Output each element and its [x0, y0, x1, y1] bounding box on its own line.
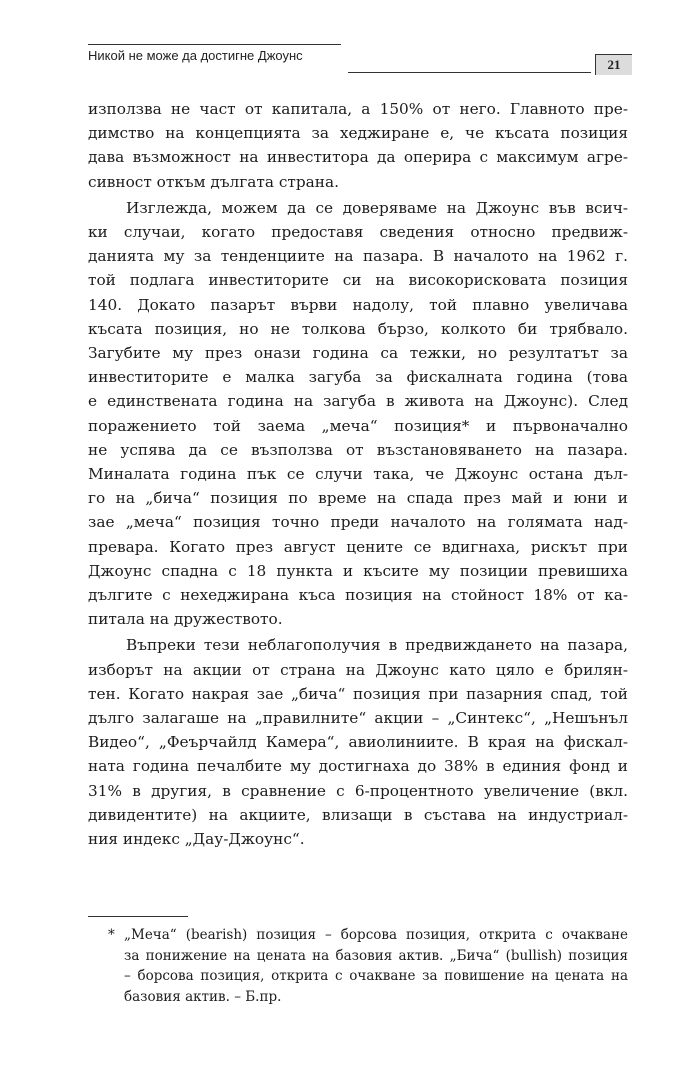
footnote	[88, 925, 628, 1007]
text-line: димство на концепцията за хеджиране е, че късата позиция	[88, 124, 628, 143]
text-line: не успява да се възползва от възстановяването на пазара.	[88, 440, 628, 459]
paragraph	[88, 633, 628, 851]
text-line: го на „бича“ позиция по време на спада през май и юни и	[88, 489, 628, 508]
text-line: дългите с нехеджирана къса позиция на стойност 18% от ка-	[88, 586, 628, 605]
text-line: питала на дружеството.	[88, 610, 283, 629]
text-line: е единствената година на загуба в живота на Джоунс). След	[88, 392, 628, 411]
paragraph	[88, 97, 628, 194]
page-number: 21	[595, 54, 632, 75]
text-line: поражението той заема „меча“ позиция* и първоначално	[88, 416, 628, 435]
paragraph	[88, 196, 628, 632]
text-line: Джоунс спадна с 18 пункта и късите му позиции превишиха	[88, 561, 628, 580]
footnote-rule	[88, 916, 188, 917]
text-line: 31% в другия, в сравнение с 6-процентното увеличение (вкл.	[88, 781, 628, 800]
text-line: превара. Когато през август цените се вдигнаха, рискът при	[88, 537, 628, 556]
text-line: 140. Докато пазарът върви надолу, той плавно увеличава	[88, 295, 628, 314]
text-line: Въпреки тези неблагополучия в предвиждането на пазара,	[126, 636, 628, 655]
text-line: Миналата година пък се случи така, че Джоунс остана дъл-	[88, 465, 628, 484]
text-line: зае „меча“ позиция точно преди началото на голямата над-	[88, 513, 628, 532]
text-line: използва не част от капитала, а 150% от него. Главното пре-	[88, 100, 628, 118]
text-line: Загубите му през онази година са тежки, но резултатът за	[88, 344, 628, 363]
text-line: Видео“, „Феърчайлд Камера“, авиолиниите. В края на фискал-	[88, 733, 628, 752]
text-line: сивност откъм дългата страна.	[88, 172, 339, 191]
body-text	[88, 97, 628, 853]
text-line: дивидентите) на акциите, влизащи в състава на индустриал-	[88, 805, 628, 824]
text-line: данията му за тенденциите на пазара. В началото на 1962 г.	[88, 247, 628, 266]
text-line: той подлага инвеститорите си на високорисковата позиция	[88, 271, 628, 290]
footnote-line: за понижение на цената на базовия актив. „Бича“ (bullish) позиция	[124, 947, 628, 964]
text-line: ния индекс „Дау-Джоунс“.	[88, 830, 305, 849]
text-line: ки случаи, когато предоставя сведения относно предвиж-	[88, 223, 628, 242]
running-head-title: Никой не може да достигне Джоунс	[88, 48, 303, 63]
text-line: тен. Когато накрая зае „бича“ позиция при пазарния спад, той	[88, 684, 628, 703]
header-rule-left	[88, 44, 341, 45]
header-rule-right	[348, 72, 591, 73]
footnote-line: базовия актив. – Б.пр.	[124, 988, 282, 1005]
text-line: инвеститорите е малка загуба за фискалната година (това	[88, 368, 628, 387]
text-line: изборът на акции от страна на Джоунс като цяло е брилян-	[88, 660, 628, 679]
text-line: дълго залагаше на „правилните“ акции – „Синтекс“, „Нешънъл	[88, 709, 628, 728]
text-line: Изглежда, можем да се доверяваме на Джоунс във всич-	[126, 198, 628, 217]
text-line: ната година печалбите му достигнаха до 38% в единия фонд и	[88, 757, 628, 776]
footnote-text	[124, 925, 628, 1007]
footnote-line: „Меча“ (bearish) позиция – борсова позиция, открита с очакване	[124, 927, 628, 943]
text-line: късата позиция, но не толкова бързо, колкото би трябвало.	[88, 319, 628, 338]
footnote-line: – борсова позиция, открита с очакване за повишение на цената на	[124, 968, 628, 984]
text-line: дава възможност на инвеститора да оперира с максимум агре-	[88, 148, 628, 167]
footnote-marker: *	[108, 927, 115, 943]
